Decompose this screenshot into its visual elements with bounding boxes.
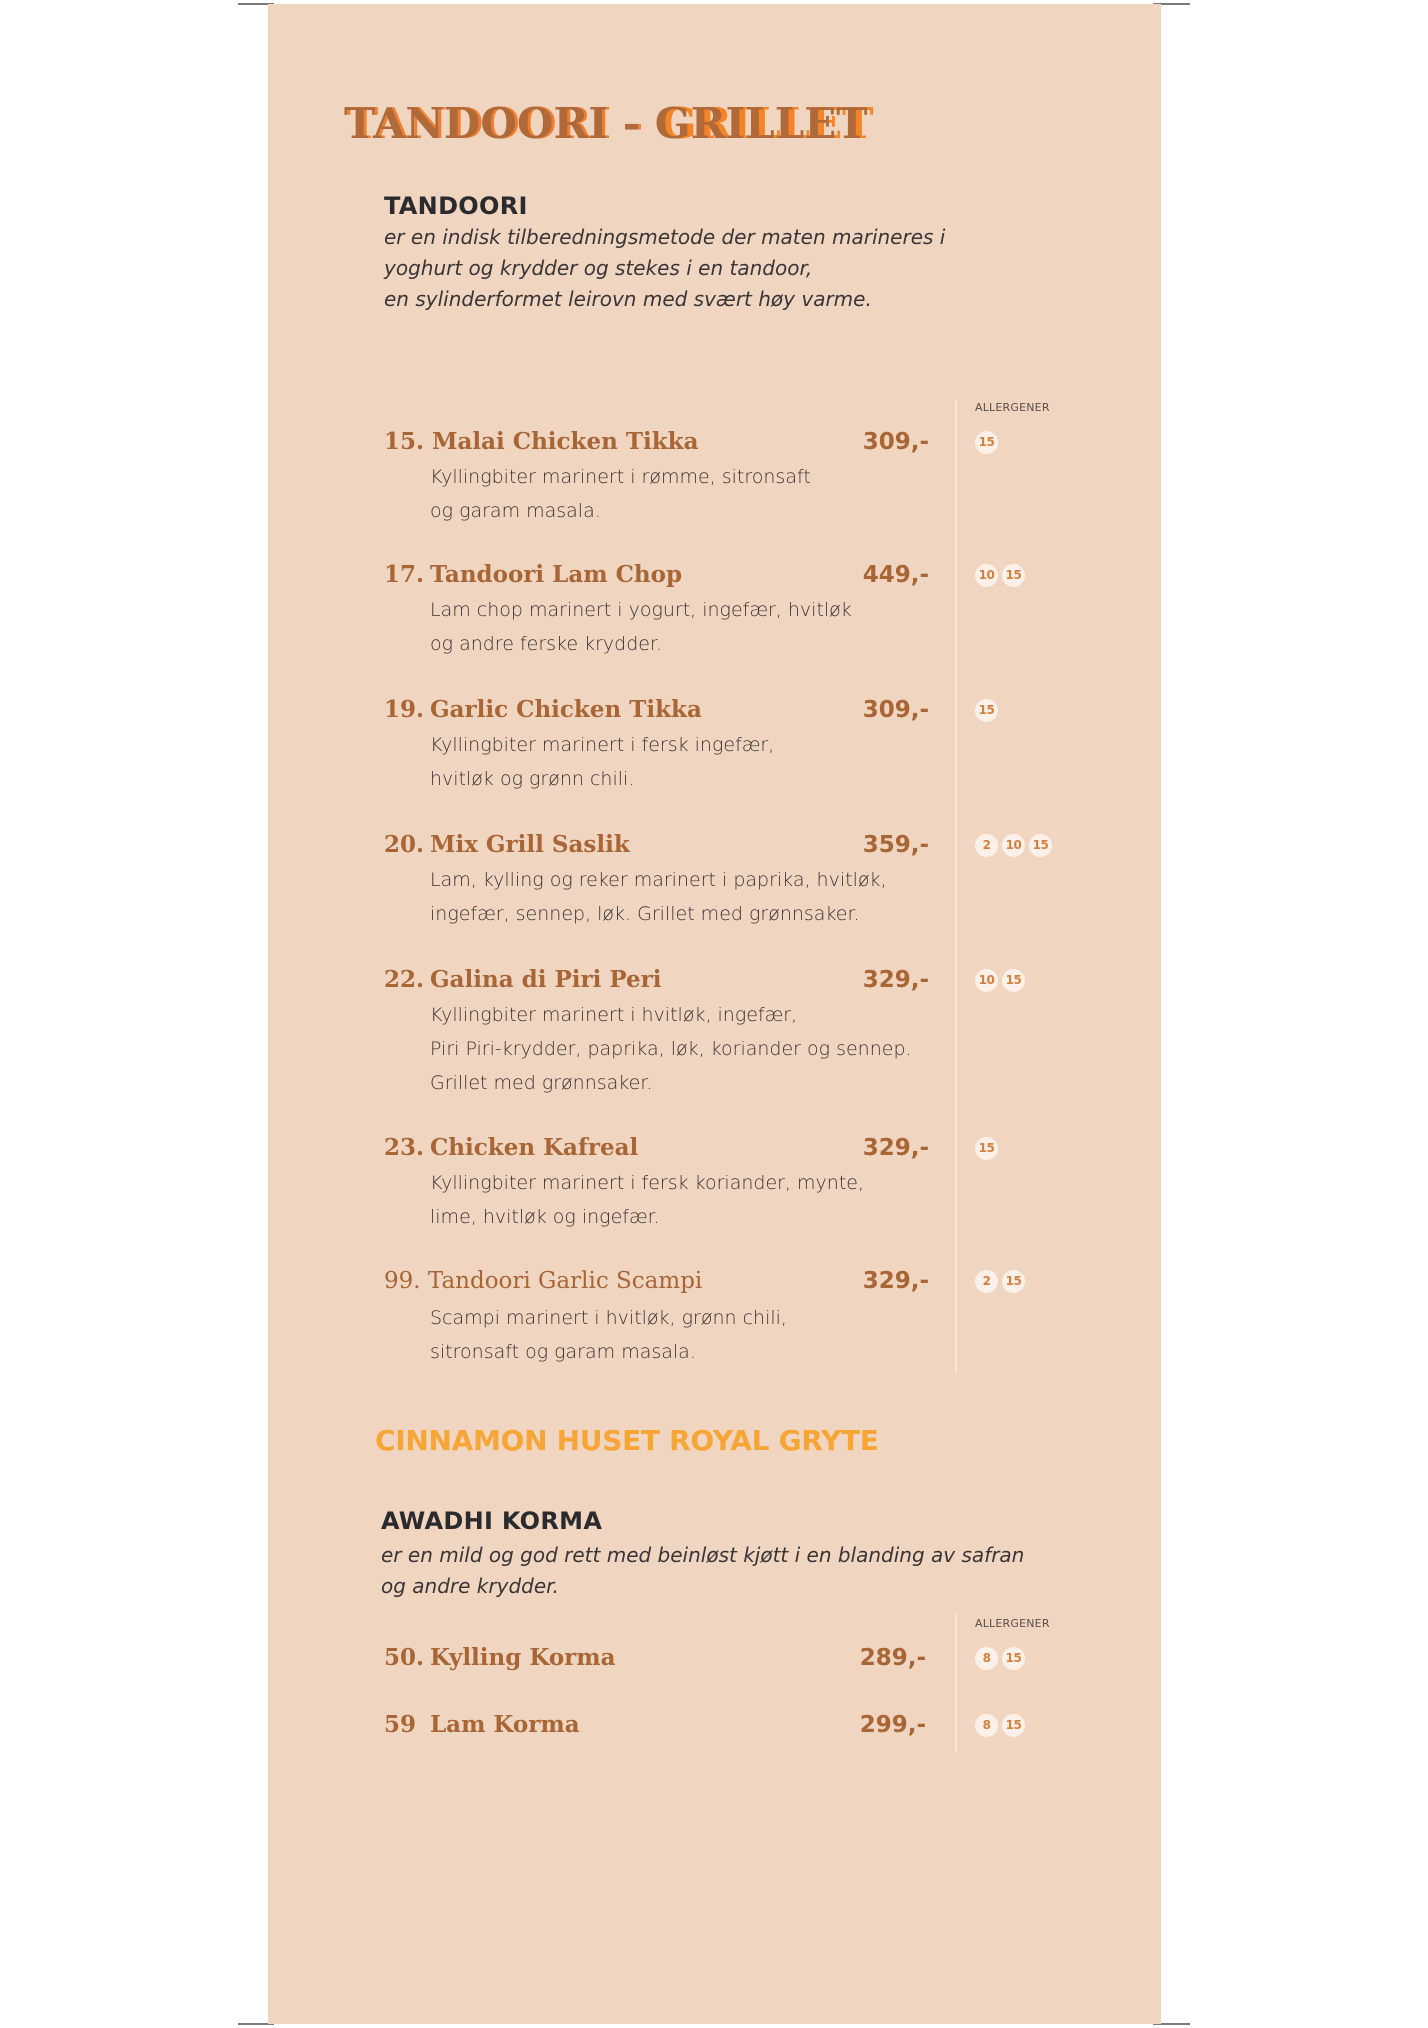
description-line: Grillet med grønnsaker. <box>430 1072 653 1094</box>
allergen-badge: 15 <box>975 431 998 454</box>
allergen-badge: 15 <box>1002 1714 1025 1737</box>
allergen-badges <box>975 969 1025 992</box>
item-price: 289,- <box>859 1645 926 1671</box>
section-heading-royal-gryte: CINNAMON HUSET ROYAL GRYTE <box>375 1424 879 1457</box>
allergen-badge: 8 <box>975 1714 998 1737</box>
item-price: 449,- <box>862 562 929 588</box>
item-price: 329,- <box>862 967 929 993</box>
allergen-badges <box>975 1270 1025 1293</box>
item-name: Tandoori Garlic Scampi <box>427 1268 703 1294</box>
item-title <box>384 1710 580 1740</box>
description-line: hvitløk og grønn chili. <box>430 768 635 790</box>
item-description <box>430 460 811 528</box>
description-line: og andre ferske krydder. <box>430 633 663 655</box>
item-title <box>384 1266 702 1296</box>
item-title <box>384 1643 616 1673</box>
item-name: Tandoori Lam Chop <box>430 561 683 588</box>
item-number: 99. <box>384 1268 421 1294</box>
allergen-badges <box>975 699 998 722</box>
description-line: yoghurt og krydder og stekes i en tandoor, <box>384 256 813 280</box>
item-number: 59 <box>384 1711 417 1738</box>
item-description <box>430 863 887 931</box>
allergen-badge: 15 <box>1002 1270 1025 1293</box>
item-title <box>384 560 682 590</box>
item-price: 299,- <box>859 1712 926 1738</box>
allergen-badges <box>975 431 998 454</box>
description-line: Kyllingbiter marinert i fersk ingefær, <box>430 734 775 756</box>
allergen-badges <box>975 1714 1025 1737</box>
item-title <box>384 427 698 457</box>
description-line: sitronsaft og garam masala. <box>430 1341 696 1363</box>
description-line: lime, hvitløk og ingefær. <box>430 1206 660 1228</box>
item-number: 20. <box>384 831 425 858</box>
awadhi-korma-heading: AWADHI KORMA <box>381 1507 603 1535</box>
item-number: 17. <box>384 561 425 588</box>
description-line: Scampi marinert i hvitløk, grønn chili, <box>430 1307 787 1329</box>
item-description <box>430 1166 864 1234</box>
allergen-badge: 10 <box>975 564 998 587</box>
allergen-badges <box>975 564 1025 587</box>
allergen-badge: 15 <box>1002 969 1025 992</box>
item-price: 329,- <box>862 1268 929 1294</box>
description-line: Kyllingbiter marinert i rømme, sitronsaft <box>430 466 811 488</box>
description-line: ingefær, sennep, løk. Grillet med grønnsaker. <box>430 903 860 925</box>
item-description <box>430 998 912 1100</box>
description-line: Piri Piri-krydder, paprika, løk, koriander og sennep. <box>430 1038 912 1060</box>
item-number: 22. <box>384 966 425 993</box>
item-description <box>430 728 774 796</box>
allergen-badge: 15 <box>975 699 998 722</box>
item-number: 19. <box>384 696 425 723</box>
item-description <box>430 593 852 661</box>
description-line: er en mild og god rett med beinløst kjøtt i en blanding av safran <box>381 1543 1025 1567</box>
description-line: Kyllingbiter marinert i fersk koriander, mynte, <box>430 1172 864 1194</box>
allergen-column-label: ALLERGENER <box>975 401 1050 414</box>
item-name: Chicken Kafreal <box>430 1134 639 1161</box>
item-price: 359,- <box>862 832 929 858</box>
awadhi-korma-description <box>381 1540 1024 1602</box>
description-line: en sylinderformet leirovn med svært høy varme. <box>384 287 872 311</box>
allergen-badge: 10 <box>975 969 998 992</box>
description-line: Kyllingbiter marinert i hvitløk, ingefær, <box>430 1004 798 1026</box>
item-number: 50. <box>384 1644 425 1671</box>
allergen-badge: 2 <box>975 1270 998 1293</box>
allergen-badge: 15 <box>1002 564 1025 587</box>
allergen-badge: 8 <box>975 1647 998 1670</box>
tandoori-heading: TANDOORI <box>384 192 528 220</box>
item-price: 309,- <box>862 429 929 455</box>
allergen-badges <box>975 1137 998 1160</box>
item-title <box>384 1133 638 1163</box>
item-name: Mix Grill Saslik <box>430 831 630 858</box>
allergen-badge: 2 <box>975 834 998 857</box>
item-name: Malai Chicken Tikka <box>432 428 699 455</box>
description-line: Lam, kylling og reker marinert i paprika, hvitløk, <box>430 869 887 891</box>
item-description <box>430 1301 787 1369</box>
description-line: og garam masala. <box>430 500 601 522</box>
item-price: 329,- <box>862 1135 929 1161</box>
item-name: Galina di Piri Peri <box>430 966 662 993</box>
item-title <box>384 830 630 860</box>
description-line: og andre krydder. <box>381 1574 559 1598</box>
title-part-grillet: GRILLET <box>654 99 868 148</box>
item-price: 309,- <box>862 697 929 723</box>
item-title <box>384 695 702 725</box>
item-title <box>384 965 662 995</box>
item-name: Lam Korma <box>430 1711 580 1738</box>
item-name: Garlic Chicken Tikka <box>430 696 702 723</box>
allergen-badge: 10 <box>1002 834 1025 857</box>
allergen-column-label: ALLERGENER <box>975 1617 1050 1630</box>
item-name: Kylling Korma <box>430 1644 616 1671</box>
allergen-badge: 15 <box>975 1137 998 1160</box>
description-line: Lam chop marinert i yogurt, ingefær, hvitløk <box>430 599 852 621</box>
allergen-divider <box>955 400 957 1372</box>
allergen-badges <box>975 834 1052 857</box>
page-title <box>344 100 868 148</box>
item-number: 15. <box>384 428 425 455</box>
description-line: er en indisk tilberedningsmetode der maten marineres i <box>384 225 946 249</box>
allergen-badge: 15 <box>1029 834 1052 857</box>
title-part-tandoori: TANDOORI - <box>344 99 655 148</box>
item-number: 23. <box>384 1134 425 1161</box>
tandoori-description <box>384 222 945 315</box>
allergen-badge: 15 <box>1002 1647 1025 1670</box>
allergen-divider <box>955 1614 957 1752</box>
allergen-badges <box>975 1647 1025 1670</box>
